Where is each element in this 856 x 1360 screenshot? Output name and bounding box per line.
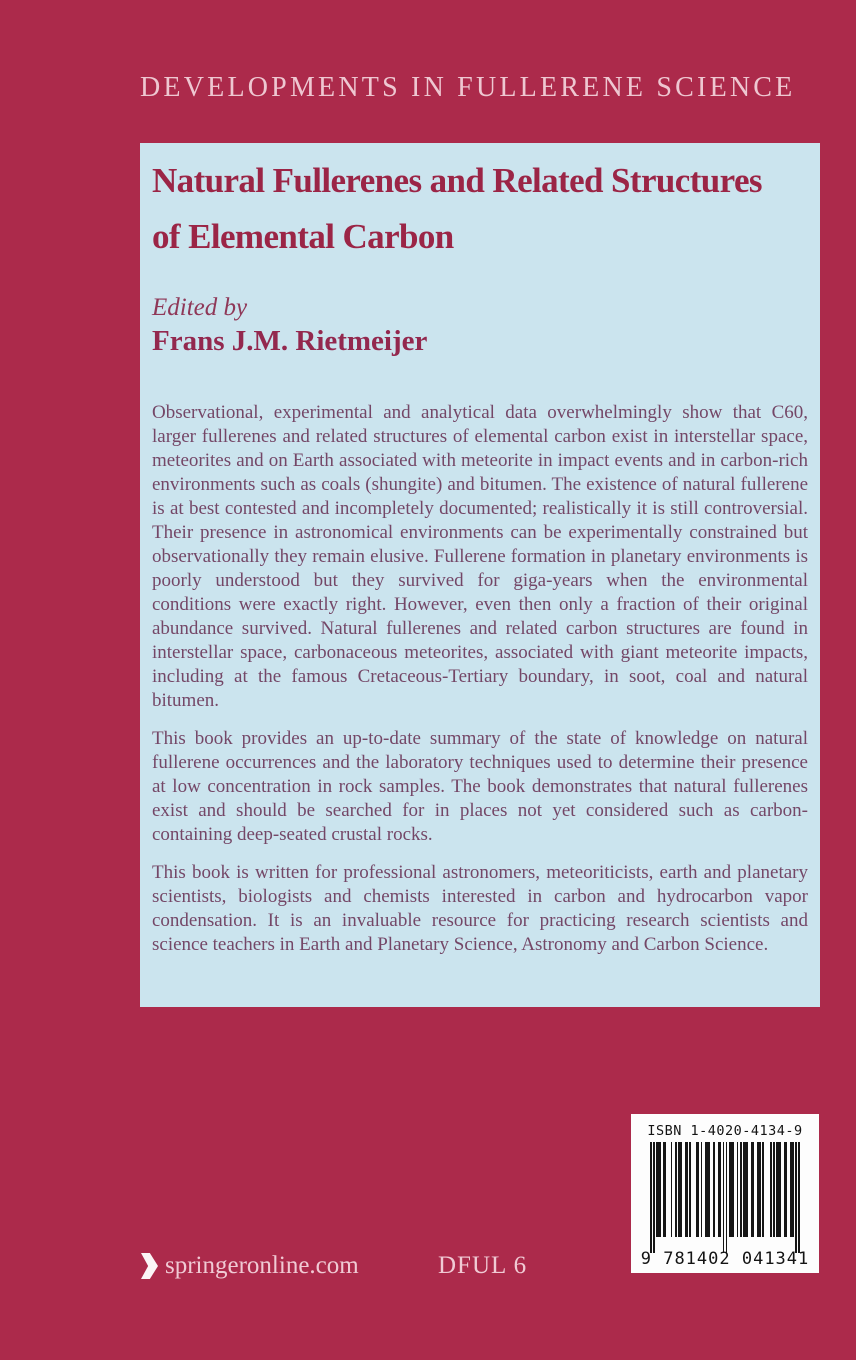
back-cover-panel (140, 143, 820, 1007)
publisher-footer (141, 1252, 359, 1280)
editor-name: Frans J.M. Rietmeijer (152, 325, 428, 357)
barcode-bars (631, 1142, 819, 1254)
description-paragraph-2: This book provides an up-to-date summary of the state of knowledge on natural fullerene occurrences and the laboratory techniques used to determine their presence at low concentration in rock samples. The book demonstrates that natural fullerenes exist and should be searched for in places not yet considered such as carbon-containing deep-seated crustal rocks. (152, 728, 808, 845)
publisher-url: springeronline.com (165, 1252, 359, 1279)
description-paragraph-1: Observational, experimental and analytical data overwhelmingly show that C60, larger fullerenes and related structures of elemental carbon exist in interstellar space, meteorites and on Earth associated with meteorite in impact events and in carbon-rich environments such as coals (shungite) and bitumen. The existence of natural fullerene is at best contested and incompletely documented; realistically it is still controversial. Their presence in astronomical environments can be experimentally constrained but observationally they remain elusive. Fullerene formation in planetary environments is poorly understood but they survived for giga-years when the environmental conditions were exactly right. However, even then only a fraction of their original abundance survived. Natural fullerenes and related carbon structures are found in interstellar space, carbonaceous meteorites, associated with giant meteorite impacts, including at the famous Cretaceous-Tertiary boundary, in soot, coal and natural bitumen. (152, 402, 808, 711)
isbn-label: ISBN 1-4020-4134-9 (647, 1123, 803, 1139)
description-text (152, 401, 808, 957)
book-title-line1: Natural Fullerenes and Related Structures (152, 161, 762, 200)
right-chevron-icon (141, 1253, 158, 1279)
edited-by-label: Edited by (152, 294, 248, 321)
isbn-barcode (631, 1114, 819, 1273)
series-title: DEVELOPMENTS IN FULLERENE SCIENCE (140, 72, 796, 103)
book-title-line2: of Elemental Carbon (152, 217, 454, 256)
editor-block (152, 293, 808, 359)
description-paragraph-3: This book is written for professional astronomers, meteoriticists, earth and planetary scientists, biologists and chemists interested in carbon and hydrocarbon vapor condensation. It is an invaluable resource for practicing research scientists and science teachers in Earth and Planetary Science, Astronomy and Carbon Science. (152, 862, 808, 955)
ean-digits: 9 781402 041341 (640, 1249, 810, 1269)
series-code: DFUL 6 (438, 1252, 528, 1279)
book-title (152, 153, 808, 265)
